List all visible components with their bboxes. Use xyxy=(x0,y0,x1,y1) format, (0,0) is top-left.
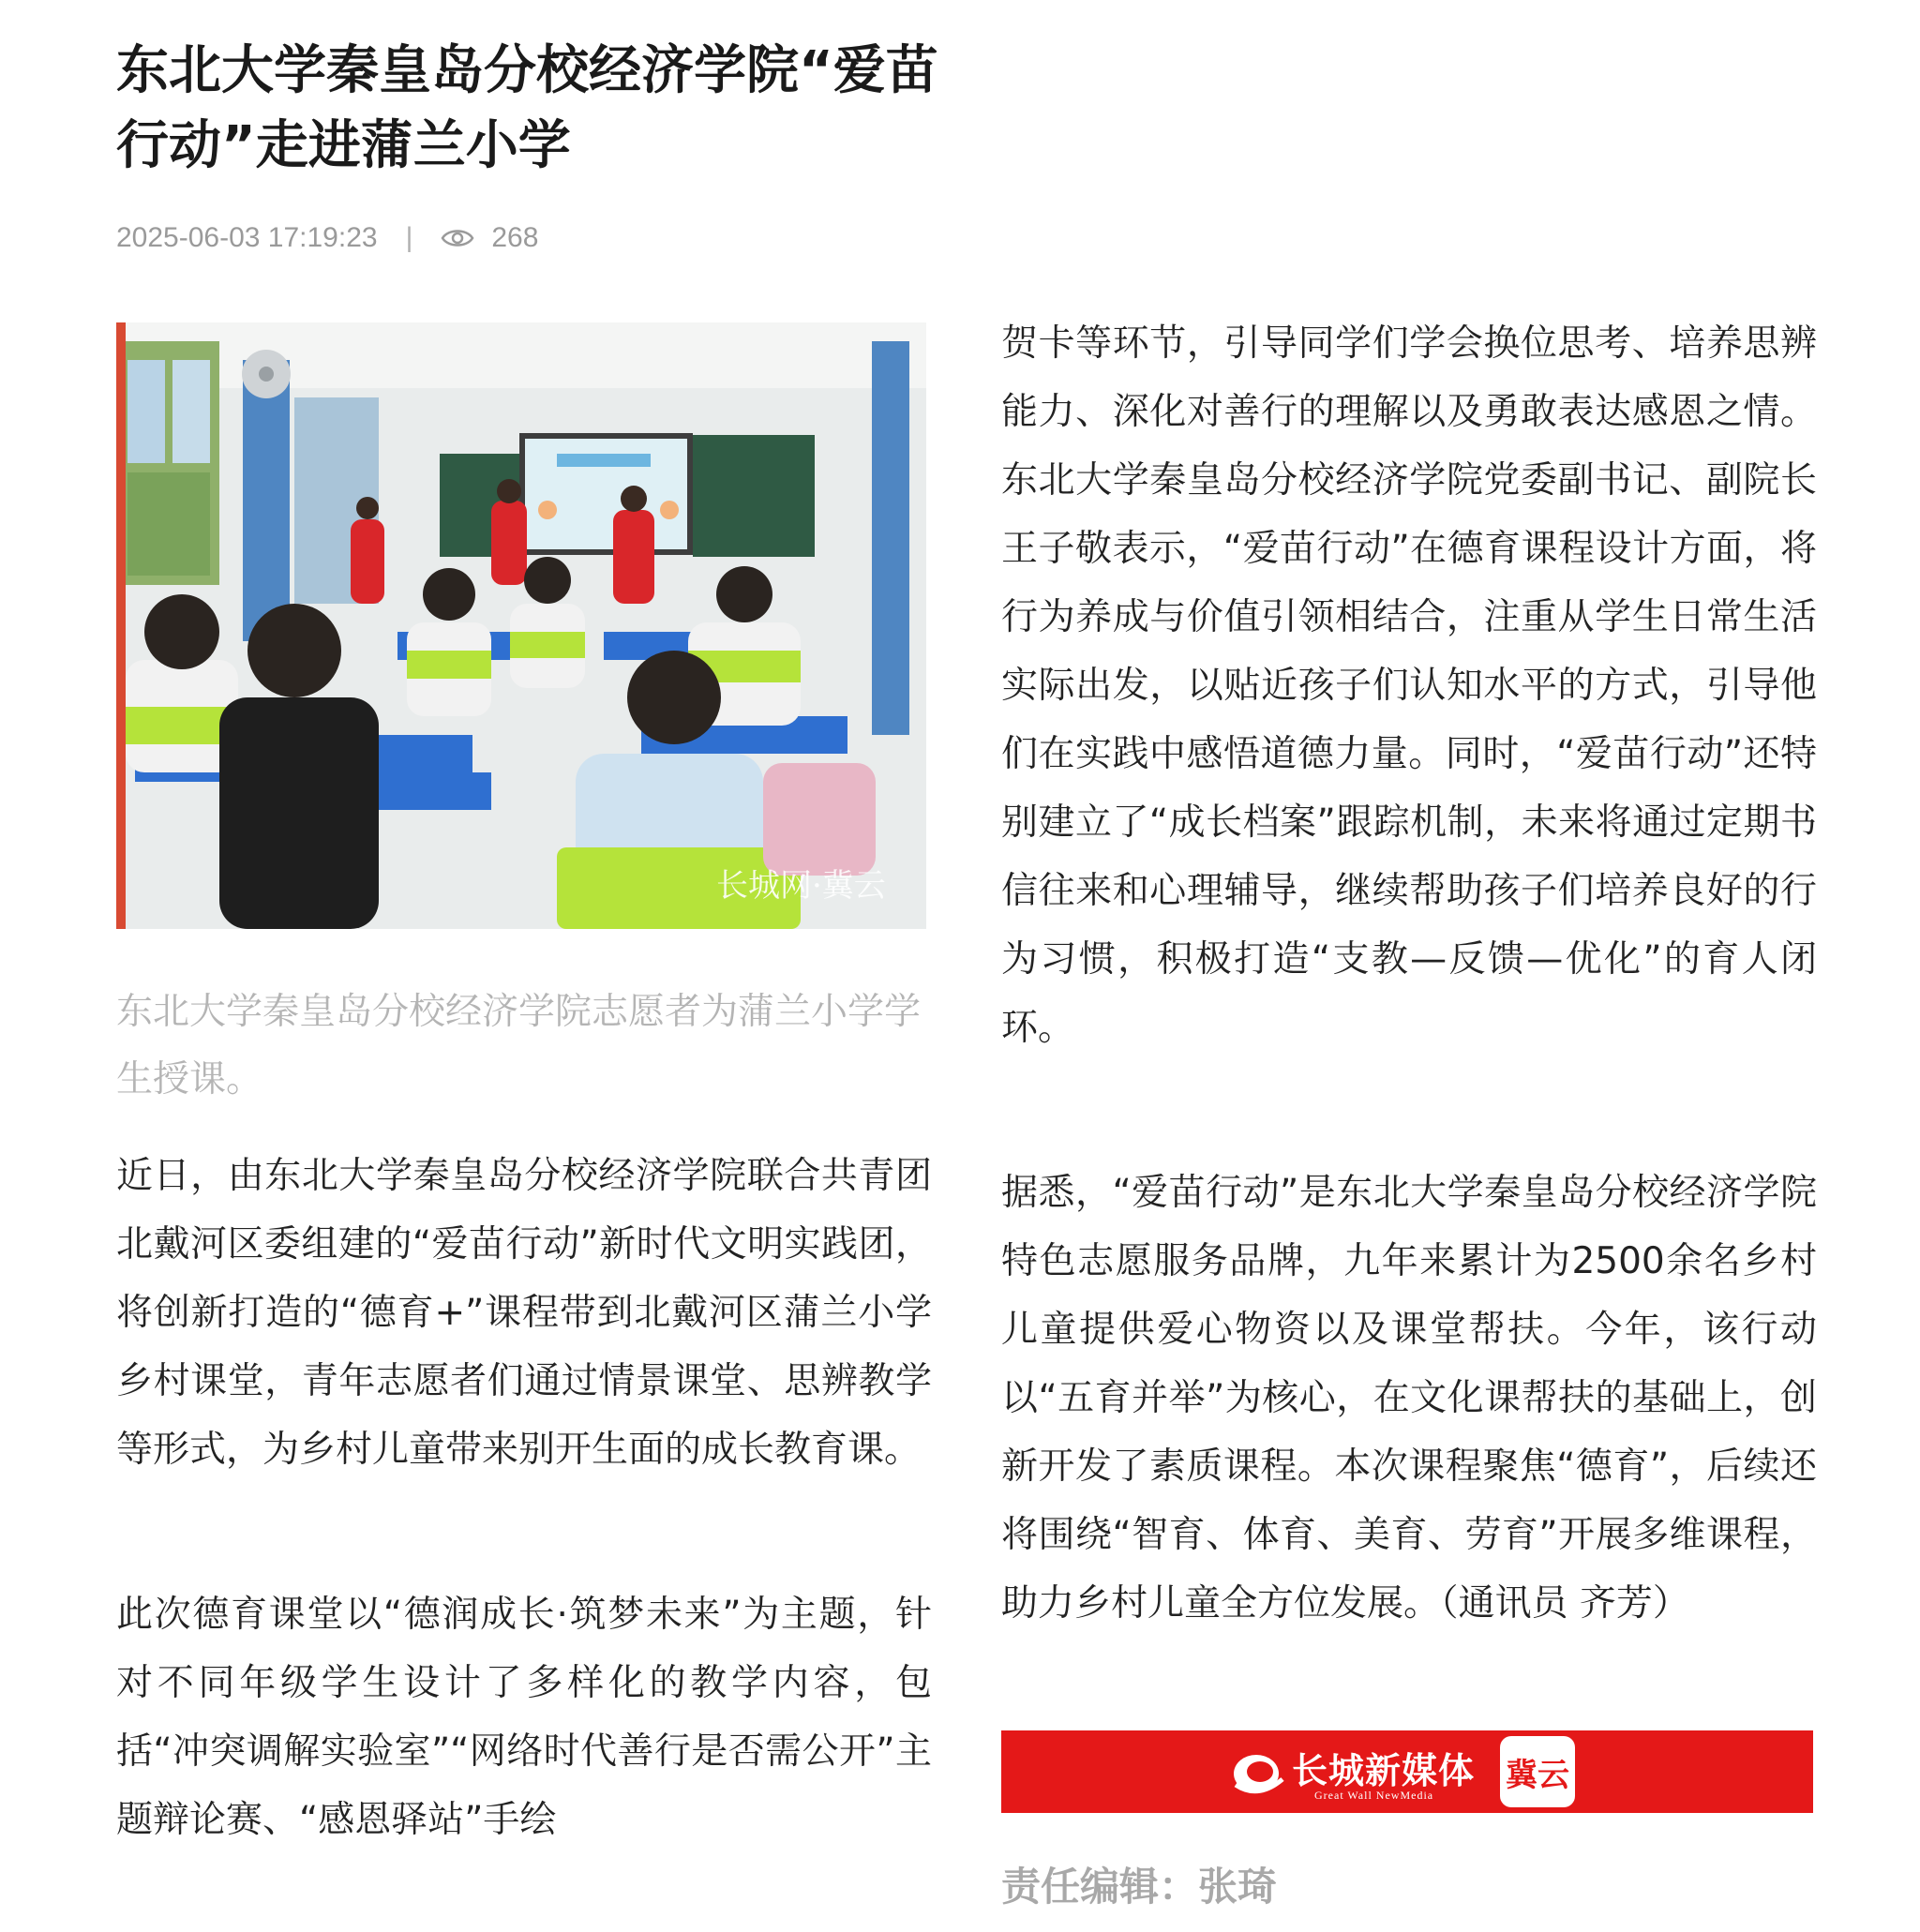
article-paragraph-1: 近日，由东北大学秦皇岛分校经济学院联合共青团北戴河区委组建的“爱苗行动”新时代文明实践团，将创新打造的“德育+”课程带到北戴河区蒲兰小学乡村课堂，青年志愿者们通过情景课堂、思辨教学等形式，为乡村儿童带来别开生面的成长教育课。 xyxy=(116,1155,932,1471)
eye-icon xyxy=(441,227,474,249)
media-banner xyxy=(1001,1730,1813,1813)
article-title: 东北大学秦皇岛分校经济学院“爱苗行动”走进蒲兰小学 xyxy=(116,40,938,176)
classroom-photo xyxy=(116,322,926,929)
article-paragraph-2: 此次德育课堂以“德润成长·筑梦未来”为主题，针对不同年级学生设计了多样化的教学内容，包括“冲突调解实验室”“网络时代善行是否需公开”主题辩论赛、“感恩驿站”手绘 xyxy=(116,1594,932,1841)
publish-datetime: 2025-06-03 17:19:23 xyxy=(116,222,378,253)
brand-name: 长城新媒体 xyxy=(1292,1749,1476,1791)
article-meta xyxy=(116,217,538,259)
article-paragraph-4: 据悉，“爱苗行动”是东北大学秦皇岛分校经济学院特色志愿服务品牌，九年来累计为2500余名乡村儿童提供爱心物资以及课堂帮扶。今年，该行动以“五育并举”为核心，在文化课帮扶的基础上，创新开发了素质课程。本次课程聚焦“德育”，后续还将围绕“智育、体育、美育、劳育”开展多维课程，助力乡村儿童全方位发展。（通讯员 齐芳） xyxy=(1001,1172,1817,1625)
view-count: 268 xyxy=(491,222,539,253)
photo-watermark: 长城网·冀云 xyxy=(716,867,886,905)
great-wall-logo-icon xyxy=(1230,1747,1286,1796)
responsible-editor: 责任编辑：张琦 xyxy=(1001,1864,1278,1910)
jiyun-badge xyxy=(1500,1736,1575,1807)
meta-separator: | xyxy=(405,222,413,253)
article-photo xyxy=(116,322,926,929)
badge-label: 冀云 xyxy=(1506,1756,1569,1794)
photo-caption: 东北大学秦皇岛分校经济学院志愿者为蒲兰小学学生授课。 xyxy=(116,991,922,1101)
article-paragraph-3: 贺卡等环节，引导同学们学会换位思考、培养思辨能力、深化对善行的理解以及勇敢表达感恩之情。东北大学秦皇岛分校经济学院党委副书记、副院长王子敬表示，“爱苗行动”在德育课程设计方面，将行为养成与价值引领相结合，注重从学生日常生活实际出发，以贴近孩子们认知水平的方式，引导他们在实践中感悟道德力量。同时，“爱苗行动”还特别建立了“成长档案”跟踪机制，未来将通过定期书信往来和心理辅导，继续帮助孩子们培养良好的行为习惯，积极打造“支教—反馈—优化”的育人闭环。 xyxy=(1001,322,1817,1049)
brand-name-en: Great Wall NewMedia xyxy=(1314,1789,1434,1802)
